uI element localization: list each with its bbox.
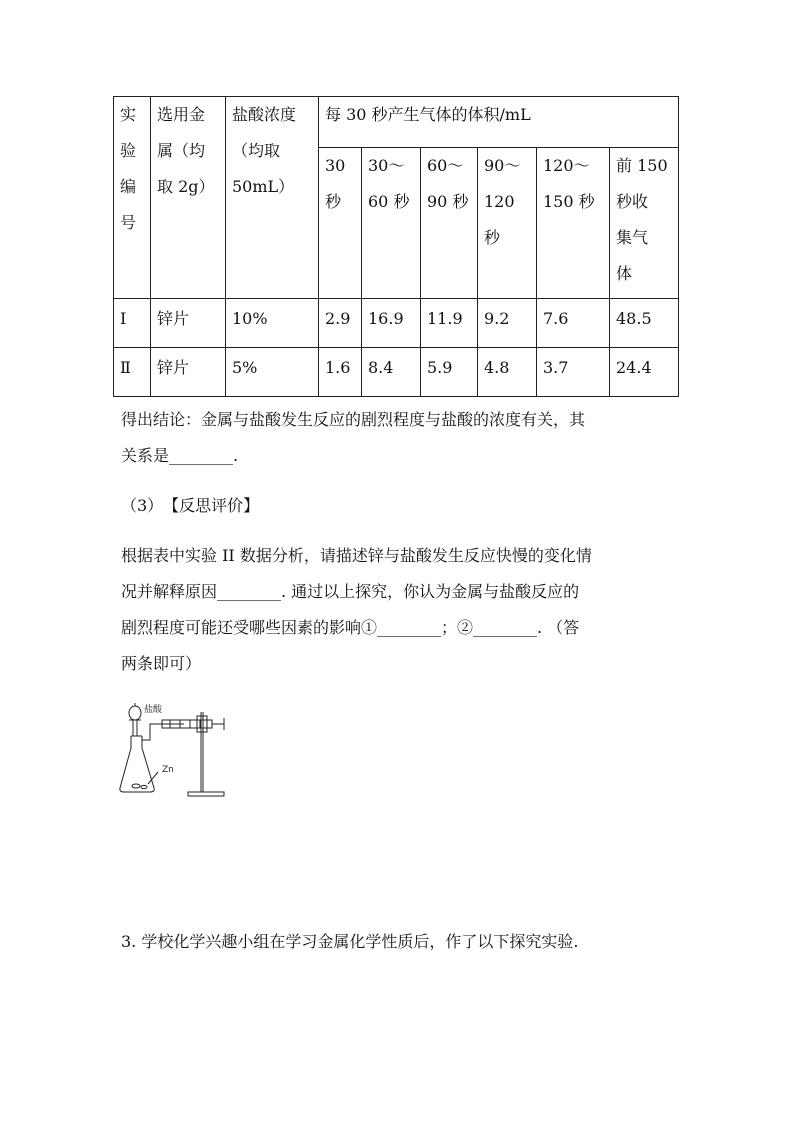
cell-value: 4.8	[478, 348, 537, 397]
cell-value: 9.2	[478, 299, 537, 348]
cell-exp: Ⅰ	[114, 299, 151, 348]
cell-value: 8.4	[362, 348, 421, 397]
conclusion-line: 关系是________.	[121, 446, 239, 465]
cell-value: 48.5	[610, 299, 679, 348]
cell-value: 24.4	[610, 348, 679, 397]
header-exp-no: 实 验 编 号	[114, 97, 151, 299]
table-header-row	[114, 97, 679, 148]
cell-value: 3.7	[537, 348, 610, 397]
question-3	[121, 924, 721, 960]
reflection-heading: （3） 【反思评价】	[121, 496, 260, 515]
header-acid-concentration: 盐酸浓度 （均取 50mL）	[226, 97, 319, 299]
reflection-paragraph	[121, 538, 681, 682]
question-3-text: 3. 学校化学兴趣小组在学习金属化学性质后，作了以下探究实验.	[121, 932, 579, 951]
section-heading	[121, 488, 681, 524]
header-metal: 选用金 属（均 取 2g）	[151, 97, 226, 299]
syringe-assembly	[142, 718, 224, 740]
table-row	[114, 348, 679, 397]
conclusion-paragraph	[121, 402, 681, 474]
label-hydrochloric-acid: 盐酸	[144, 705, 163, 715]
reflection-line: 两条即可）	[121, 654, 202, 673]
header-total-150: 前 150 秒收 集气 体	[610, 148, 679, 299]
header-gas-volume: 每 30 秒产生气体的体积/mL	[319, 97, 679, 148]
header-interval-30-60: 30～ 60 秒	[362, 148, 421, 299]
apparatus-figure	[114, 700, 234, 800]
label-zinc: Zn	[162, 765, 174, 775]
header-interval-0-30: 30 秒	[319, 148, 362, 299]
cell-metal: 锌片	[151, 348, 226, 397]
cell-acid: 5%	[226, 348, 319, 397]
header-interval-60-90: 60～ 90 秒	[421, 148, 478, 299]
cell-value: 16.9	[362, 299, 421, 348]
cell-value: 7.6	[537, 299, 610, 348]
header-interval-120-150: 120～ 150 秒	[537, 148, 610, 299]
conclusion-line: 得出结论：金属与盐酸发生反应的剧烈程度与盐酸的浓度有关，其	[121, 410, 586, 429]
cell-acid: 10%	[226, 299, 319, 348]
cell-metal: 锌片	[151, 299, 226, 348]
cell-value: 5.9	[421, 348, 478, 397]
conical-flask	[120, 736, 158, 792]
experiment-data-table	[113, 96, 679, 397]
header-interval-90-120: 90～ 120 秒	[478, 148, 537, 299]
table-row	[114, 299, 679, 348]
reflection-line: 根据表中实验 II 数据分析，请描述锌与盐酸发生反应快慢的变化情	[121, 546, 592, 565]
cell-value: 11.9	[421, 299, 478, 348]
iron-stand	[188, 712, 224, 796]
reflection-line: 剧烈程度可能还受哪些因素的影响①________；②________. （答	[121, 618, 580, 637]
separatory-funnel	[129, 703, 141, 736]
reflection-line: 况并解释原因________. 通过以上探究，你认为金属与盐酸反应的	[121, 582, 580, 601]
cell-exp: Ⅱ	[114, 348, 151, 397]
cell-value: 2.9	[319, 299, 362, 348]
cell-value: 1.6	[319, 348, 362, 397]
